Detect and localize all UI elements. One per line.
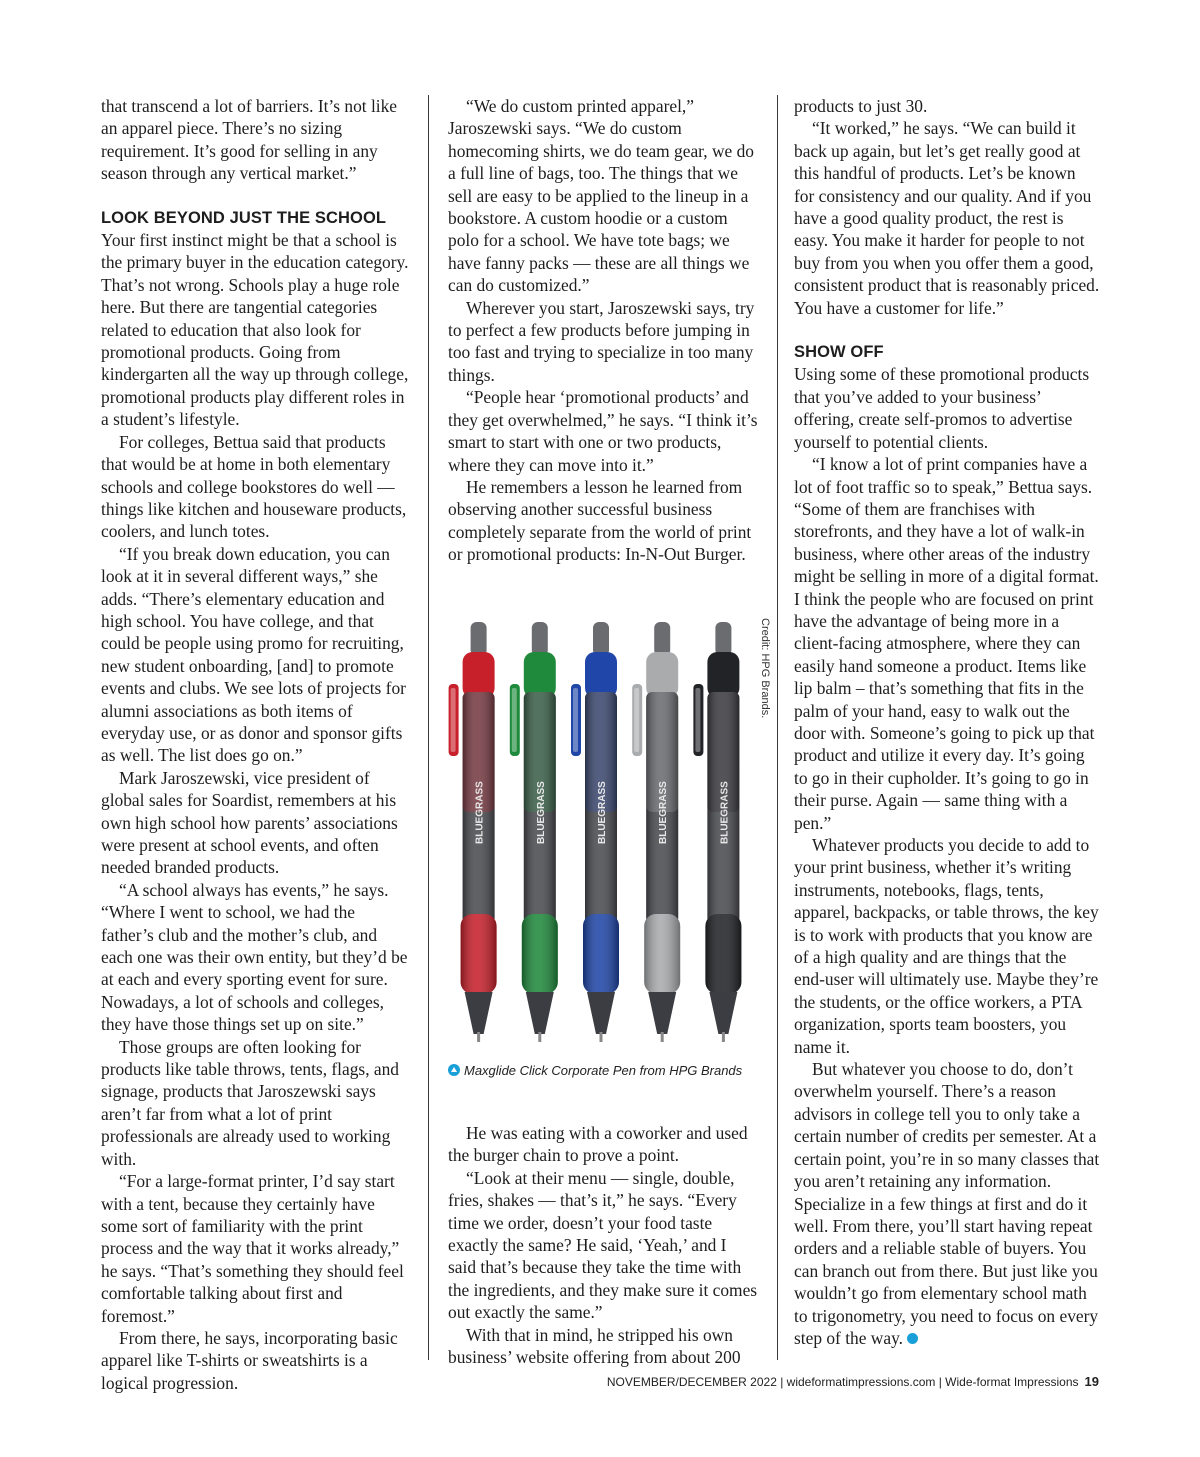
pen (510, 622, 558, 1042)
paragraph: Your first instinct might be that a school is the primary buyer in the education category. That’s not wrong. Schools play a huge role here. But there are tangential categories related to education that also look for promotional products. Going from kindergarten all the way up through college, promotional products play different roles in a student’s lifestyle. (101, 230, 409, 430)
page-footer (607, 1374, 1099, 1389)
paragraph: Those groups are often looking for products like table throws, tents, flags, and signage, products that Jaroszewski says aren’t far from what a lot of print professionals are already used to working with. (101, 1036, 399, 1169)
pen-tip (526, 992, 554, 1034)
paragraph: “If you break down education, you can look at it in several different ways,” she adds. “There’s elementary education and high school. You have college, and that could be people using promo for recruiting, new student onboarding, [and] to promote events and clubs. We see lots of projects for alumni associations as both items of everyday use, or as donor and sponsor gifts as well. The list does go on.” (101, 543, 406, 766)
pen-brand-text: BLUEGRASS (719, 781, 731, 844)
paragraph: Mark Jaroszewski, vice president of global sales for Soardist, remembers at his own high school how parents’ associations were present at school events, and often needed branded products. (101, 767, 398, 878)
footer-text: NOVEMBER/DECEMBER 2022 | wideformatimpressions.com | Wide-format Impressions (606, 1375, 1079, 1389)
caption-arrow-icon (448, 1064, 460, 1076)
pen-brand-text: BLUEGRASS (597, 781, 608, 844)
pen-plunger (593, 622, 609, 656)
paragraph: “It worked,” he says. “We can build it back up again, but let’s get really good at this handful of products. Let’s be known for consistency and our quality. And if you have a good quality product, the rest is easy. You make it harder for people to not buy from you when you offer them a good, consistent product that is reasonably priced. You have a customer for life.” (794, 118, 1100, 318)
pen-brand-text: BLUEGRASS (535, 781, 547, 844)
final-paragraph-text: But whatever you choose to do, don’t overwhelm yourself. There’s a reason advisors in college tell you to only take a certain number of credits per semester. At a certain point, you’re in so many classes that you aren’t retaining any information. Specialize in a few things at first and do it well. From there, you’ll start having repeat orders and a reliable stable of buyers. You can branch out from there. But just like you wouldn’t go from elementary school math to trigonometry, you need to focus on every step of the way. (794, 1059, 1100, 1348)
pen (693, 622, 741, 1042)
pen-point (477, 1032, 480, 1042)
article-column-1 (101, 95, 409, 1394)
paragraph: Using some of these promotional products that you’ve added to your business’ offering, create self-promos to advertise yourself to potential clients. (794, 364, 1090, 452)
pen-cap (585, 652, 617, 698)
paragraph: “A school always has events,” he says. “Where I went to school, we had the father’s club and the mother’s club, and each one was their own entity, but they’d be at each and every sporting event for sure. Nowadays, a lot of schools and colleges, they have those things set up on site.” (101, 879, 408, 1035)
pen-plunger (532, 622, 548, 656)
pen-tip (709, 992, 737, 1034)
pen-plunger (654, 622, 670, 656)
paragraph: that transcend a lot of barriers. It’s not like an apparel piece. There’s no sizing requirement. It’s good for selling in any season through any vertical market.” (101, 96, 398, 184)
pen-clip-shine (634, 688, 639, 752)
article-column-3 (794, 95, 1100, 1349)
article-column-2 (448, 95, 758, 566)
paragraph: He was eating with a coworker and used the burger chain to prove a point. (448, 1123, 748, 1166)
photo-credit: Credit: HPG Brands. (759, 618, 771, 719)
paragraph: “We do custom printed apparel,” Jaroszewski says. “We do custom homecoming shirts, we do team gear, we do a full line of bags, too. The things that we sell are easy to be applied to the lineup in a bookstore. A custom hoodie or a custom polo for a school. We have tote bags; we have fanny packs — these are all things we can do customized.” (448, 96, 754, 296)
pen-clip-shine (573, 688, 578, 752)
pen-point (600, 1032, 603, 1042)
paragraph: Wherever you start, Jaroszewski says, try to perfect a few products before jumping in too fast and trying to specialize in too many things. (448, 297, 755, 385)
pen-tip (587, 992, 615, 1034)
pen-grip-shade (461, 914, 497, 994)
section-heading: SHOW OFF (794, 343, 884, 362)
pen-clip-shine (695, 688, 700, 752)
pen-grip-shade (644, 914, 680, 994)
paragraph (794, 1058, 1100, 1349)
pen-cap (463, 652, 495, 698)
product-photo-pens (448, 614, 754, 1054)
pen-brand-text: BLUEGRASS (658, 781, 670, 844)
end-of-article-dot-icon (907, 1333, 918, 1344)
caption-text: Maxglide Click Corporate Pen from HPG Brands (464, 1063, 743, 1078)
paragraph: “For a large-format printer, I’d say start with a tent, because they certainly have some sort of familiarity with the print process and the way that it works already,” he says. “That’s something they should feel comfortable talking about first and foremost.” (101, 1171, 404, 1326)
paragraph: Whatever products you decide to add to your print business, whether it’s writing instruments, notebooks, flags, tents, apparel, backpacks, or table throws, the key is to work with products that you know are of a high quality and are things that the end-user will ultimately use. Maybe they’re the students, or the office workers, a PTA organization, sports team boosters, you name it. (794, 835, 1099, 1057)
pen-plunger (715, 622, 731, 656)
pen-cap (524, 652, 556, 698)
pen-point (538, 1032, 541, 1042)
pen-plunger (471, 622, 487, 656)
pen-tip (465, 992, 493, 1034)
paragraph: He remembers a lesson he learned from observing another successful business completely separate from the world of print or promotional products: In-N-Out Burger. (448, 476, 752, 565)
pen (632, 622, 680, 1042)
pen-clip-shine (451, 688, 456, 752)
section-heading: LOOK BEYOND JUST THE SCHOOL (101, 208, 387, 227)
photo-caption (448, 1063, 778, 1078)
column-divider (777, 95, 778, 1360)
paragraph: With that in mind, he stripped his own business’ website offering from about 200 (448, 1324, 741, 1368)
pen-cap (646, 652, 678, 698)
pen-clip-shine (512, 688, 517, 752)
paragraph: “Look at their menu — single, double, fries, shakes — that’s it,” he says. “Every time we order, doesn’t your food taste exactly the same? He said, ‘Yeah,’ and I said that’s because they take the time with the ingredients, and they make sure it comes out exactly the same.” (448, 1167, 758, 1323)
article-column-2-continued (448, 1122, 758, 1368)
pen-grip-shade (522, 914, 558, 994)
paragraph: “People hear ‘promotional products’ and they get overwhelmed,” he says. “I think it’s smart to start with one or two products, where they can move into it.” (448, 387, 758, 475)
paragraph: For colleges, Bettua said that products that would be at home in both elementary schools and college bookstores do well — things like kitchen and houseware products, coolers, and lunch totes. (101, 431, 407, 542)
page-number: 19 (1084, 1374, 1099, 1389)
pen-grip-shade (705, 914, 741, 994)
pen (449, 622, 497, 1042)
pen-point (722, 1032, 725, 1042)
column-divider (428, 95, 429, 1360)
pen-cap (707, 652, 739, 698)
pen-grip-shade (583, 914, 619, 994)
pen (571, 622, 619, 1042)
paragraph: products to just 30. (794, 96, 928, 116)
pen-point (661, 1032, 664, 1042)
pen-brand-text: BLUEGRASS (474, 781, 486, 844)
paragraph: From there, he says, incorporating basic apparel like T-shirts or sweatshirts is a logical progression. (101, 1327, 398, 1393)
pen-tip (648, 992, 676, 1034)
paragraph: “I know a lot of print companies have a lot of foot traffic so to speak,” Bettua says. “Some of them are franchises with storefronts, and they have a lot of walk-in business, where other areas of the industry might be selling in more of a digital format. I think the people who are focused on print have the advantage of being more in a client-facing atmosphere, where they can easily hand someone a product. Items like lip balm – that’s something that fits in the palm of your hand, easy to walk out the door with. Someone’s going to pick up that product and utilize it every day. It’s going to go in their cupholder. It’s going to go in their purse. Again — same thing with a pen.” (794, 454, 1099, 833)
